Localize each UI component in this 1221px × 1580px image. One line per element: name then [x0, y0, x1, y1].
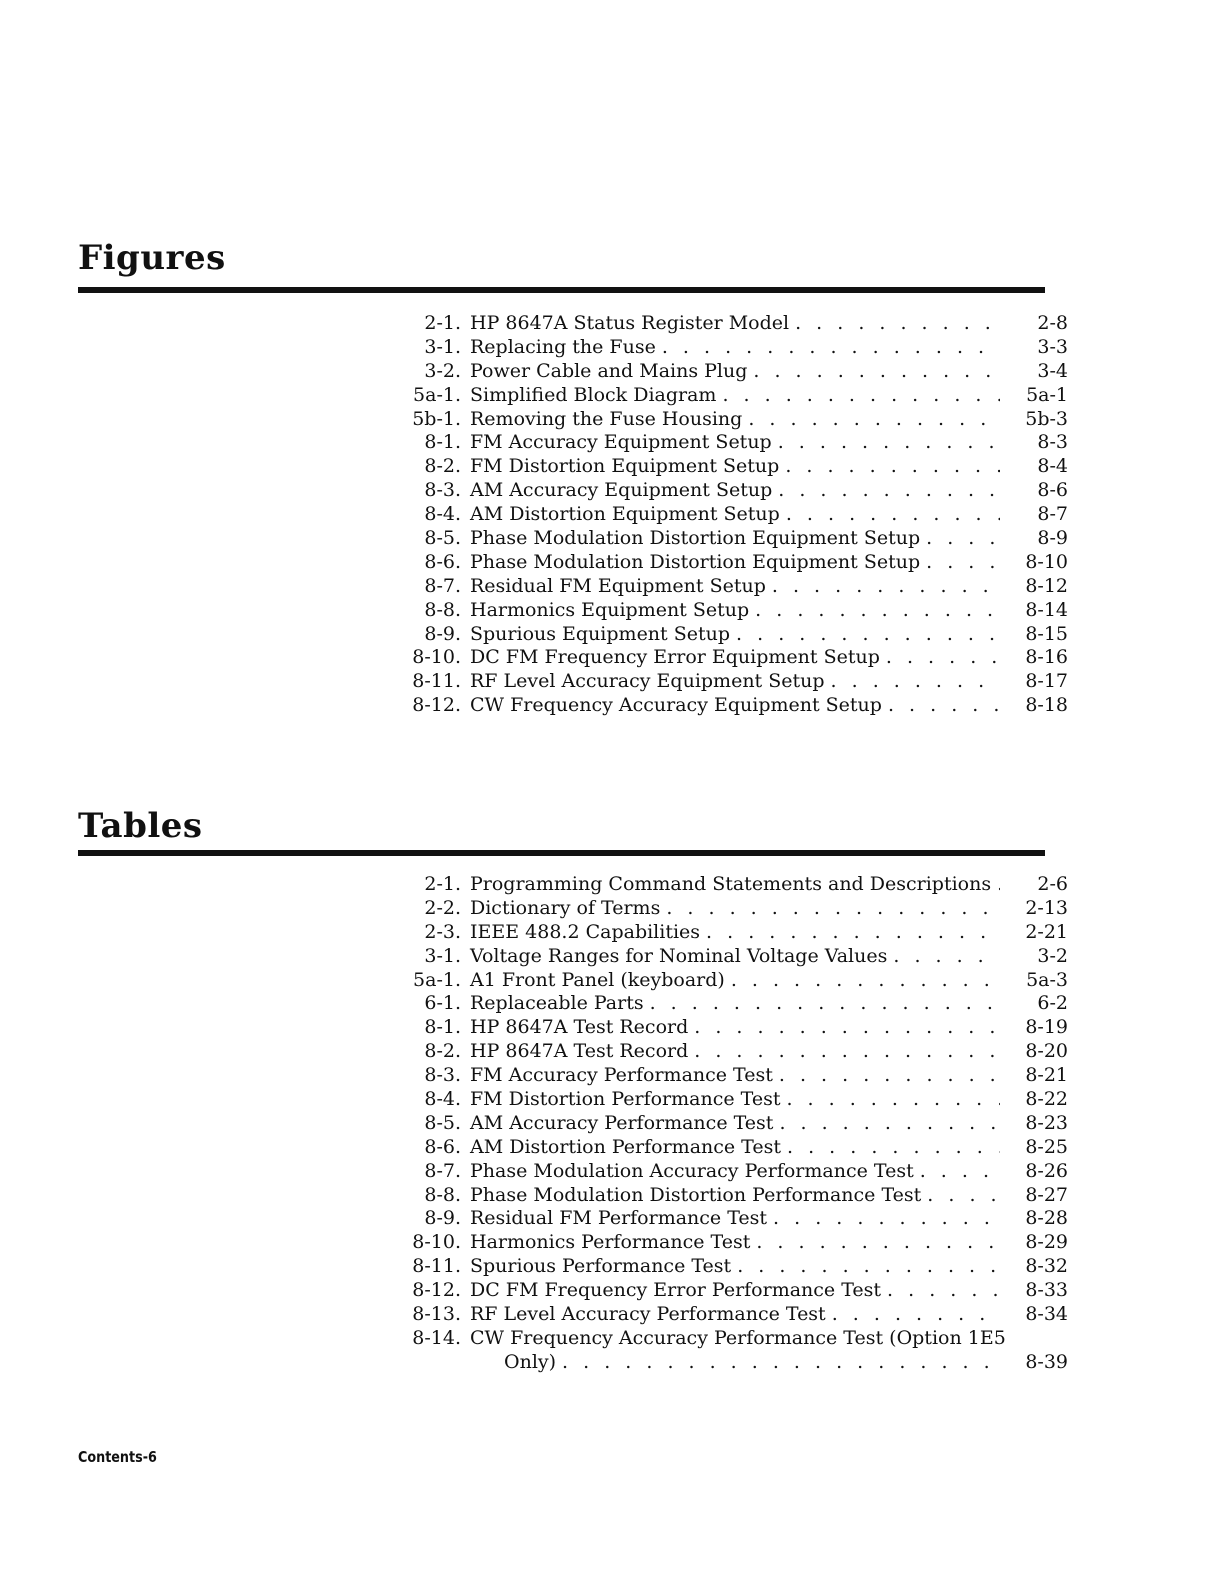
- toc-entry[interactable]: [400, 873, 1068, 897]
- entry-page-number: 8-17: [1025, 670, 1068, 693]
- entry-page-number: 8-34: [1025, 1303, 1068, 1326]
- toc-entry[interactable]: [400, 503, 1068, 527]
- entry-page-number: 3-3: [1037, 335, 1068, 358]
- entry-title: Spurious Performance Test: [470, 1255, 732, 1278]
- entry-page-number: 8-3: [1037, 431, 1068, 454]
- entry-page-number: 8-32: [1025, 1255, 1068, 1278]
- toc-entry[interactable]: [400, 992, 1068, 1016]
- dot-leader: [688, 1016, 1000, 1040]
- entry-page-number: 2-8: [1037, 312, 1068, 334]
- entry-page-number: 8-9: [1037, 527, 1068, 550]
- entry-title: Power Cable and Mains Plug: [470, 359, 748, 382]
- entry-number: 6-1.: [424, 992, 461, 1015]
- entry-number: 8-1.: [424, 431, 461, 454]
- entry-title: Replaceable Parts: [470, 992, 644, 1015]
- toc-entry[interactable]: [400, 1303, 1068, 1327]
- toc-entry[interactable]: [400, 312, 1068, 336]
- entry-title: IEEE 488.2 Capabilities: [470, 920, 701, 943]
- dot-leader: [914, 1160, 1000, 1184]
- entry-title: FM Distortion Equipment Setup: [470, 455, 780, 478]
- entry-title: DC FM Frequency Error Performance Test: [470, 1279, 882, 1302]
- entry-number: 8-8.: [424, 1183, 461, 1206]
- entry-page-number: 6-2: [1037, 992, 1068, 1015]
- entry-title: Spurious Equipment Setup: [470, 622, 731, 645]
- entry-number: 8-12.: [412, 1279, 461, 1302]
- entry-title: FM Accuracy Performance Test: [470, 1064, 773, 1087]
- dot-leader: [716, 384, 1000, 408]
- entry-number: 8-2.: [424, 1040, 461, 1063]
- dot-leader: [725, 969, 1000, 993]
- entry-title: AM Accuracy Performance Test: [470, 1111, 774, 1134]
- entry-page-number: 8-4: [1037, 455, 1068, 478]
- entry-number: 8-8.: [424, 598, 461, 621]
- entry-number: 8-2.: [424, 455, 461, 478]
- entry-title: Simplified Block Diagram: [470, 383, 717, 406]
- entry-number: 8-1.: [424, 1016, 461, 1039]
- entry-title: FM Distortion Performance Test: [470, 1088, 781, 1111]
- entry-title: CW Frequency Accuracy Performance Test (Option 1E5: [470, 1326, 1006, 1349]
- toc-entry[interactable]: [400, 1040, 1068, 1064]
- entry-page-number: 8-10: [1025, 550, 1068, 573]
- entry-number: 5b-1.: [412, 407, 461, 430]
- page-footer: Contents-6: [78, 1448, 157, 1466]
- entry-page-number: 8-29: [1025, 1231, 1068, 1254]
- entry-title: Harmonics Performance Test: [470, 1231, 751, 1254]
- toc-entry[interactable]: [400, 1160, 1068, 1184]
- entry-number: 8-6.: [424, 1135, 461, 1158]
- entry-title: HP 8647A Test Record: [470, 1016, 689, 1039]
- entry-title: Harmonics Equipment Setup: [470, 598, 750, 621]
- dot-leader: [781, 1136, 1000, 1160]
- entry-page-number: 2-13: [1025, 896, 1068, 919]
- entry-title: Residual FM Performance Test: [470, 1207, 768, 1230]
- entry-page-number: 8-20: [1025, 1040, 1068, 1063]
- toc-entry[interactable]: [400, 1064, 1068, 1088]
- figures-heading: Figures: [78, 238, 226, 278]
- entry-title: AM Accuracy Equipment Setup: [470, 479, 773, 502]
- figures-list: [400, 312, 1068, 718]
- toc-entry[interactable]: [400, 384, 1068, 408]
- toc-entry[interactable]: [400, 1207, 1068, 1231]
- entry-number: 8-7.: [424, 574, 461, 597]
- entry-number: 8-14.: [412, 1326, 461, 1349]
- toc-entry[interactable]: [400, 897, 1068, 921]
- entry-number: 2-2.: [424, 896, 461, 919]
- entry-page-number: 5b-3: [1025, 407, 1068, 430]
- toc-entry[interactable]: [400, 1327, 1068, 1351]
- dot-leader: [731, 1255, 1000, 1279]
- entry-page-number: 5a-3: [1026, 968, 1068, 991]
- dot-leader: [660, 897, 1000, 921]
- entry-number: 8-4.: [424, 1088, 461, 1111]
- entry-page-number: 8-14: [1025, 598, 1068, 621]
- dot-leader: [773, 1064, 1000, 1088]
- entry-page-number: 8-26: [1025, 1159, 1068, 1182]
- entry-number: 8-7.: [424, 1159, 461, 1182]
- entry-number: 2-3.: [424, 920, 461, 943]
- entry-title: HP 8647A Test Record: [470, 1040, 689, 1063]
- entry-title: Phase Modulation Distortion Equipment Setup: [470, 527, 921, 550]
- dot-leader: [730, 623, 1000, 647]
- tables-heading: Tables: [78, 806, 203, 846]
- entry-page-number: 8-28: [1025, 1207, 1068, 1230]
- entry-number: 8-9.: [424, 1207, 461, 1230]
- entry-page-number: 8-6: [1037, 479, 1068, 502]
- entry-page-number: 8-39: [1025, 1350, 1068, 1373]
- entry-number: 2-1.: [424, 312, 461, 334]
- toc-entry[interactable]: [400, 945, 1068, 969]
- toc-entry[interactable]: [400, 455, 1068, 479]
- entry-page-number: 8-16: [1025, 646, 1068, 669]
- entry-page-number: 8-25: [1025, 1135, 1068, 1158]
- tables-list: [400, 873, 1068, 1375]
- entry-title: Residual FM Equipment Setup: [470, 574, 766, 597]
- entry-page-number: 8-21: [1025, 1064, 1068, 1087]
- dot-leader: [779, 455, 1000, 479]
- toc-entry[interactable]: [400, 408, 1068, 432]
- toc-entry[interactable]: [400, 1112, 1068, 1136]
- dot-leader: [780, 1088, 1000, 1112]
- toc-entry[interactable]: [400, 599, 1068, 623]
- entry-title-continued: Only): [504, 1350, 557, 1373]
- dot-leader: [700, 921, 1000, 945]
- entry-title: Phase Modulation Distortion Performance Test: [470, 1183, 922, 1206]
- entry-number: 8-10.: [412, 1231, 461, 1254]
- entry-page-number: 5a-1: [1026, 383, 1068, 406]
- entry-title: AM Distortion Performance Test: [470, 1135, 782, 1158]
- entry-number: 3-1.: [424, 335, 461, 358]
- toc-entry[interactable]: [400, 670, 1068, 694]
- entry-number: 8-11.: [412, 1255, 461, 1278]
- entry-page-number: 8-19: [1025, 1016, 1068, 1039]
- toc-entry[interactable]: [400, 551, 1068, 575]
- toc-entry[interactable]: [400, 1088, 1068, 1112]
- figures-rule: [78, 287, 1045, 293]
- entry-title: Voltage Ranges for Nominal Voltage Values: [470, 944, 888, 967]
- dot-leader: [921, 1184, 1000, 1208]
- entry-number: 8-11.: [412, 670, 461, 693]
- toc-entry[interactable]: [400, 694, 1068, 718]
- entry-title: CW Frequency Accuracy Equipment Setup: [470, 694, 882, 717]
- entry-number: 8-3.: [424, 1064, 461, 1087]
- dot-leader: [826, 1303, 1000, 1327]
- entry-page-number: 8-12: [1025, 574, 1068, 597]
- entry-title: Replacing the Fuse: [470, 335, 656, 358]
- entry-page-number: 8-18: [1025, 694, 1068, 717]
- tables-rule: [78, 850, 1045, 856]
- toc-entry[interactable]: [400, 1136, 1068, 1160]
- dot-leader: [556, 1351, 1000, 1375]
- entry-page-number: 8-22: [1025, 1088, 1068, 1111]
- toc-entry[interactable]: [400, 575, 1068, 599]
- entry-page-number: 3-2: [1037, 944, 1068, 967]
- toc-entry[interactable]: [400, 360, 1068, 384]
- entry-number: 8-9.: [424, 622, 461, 645]
- entry-page-number: 8-27: [1025, 1183, 1068, 1206]
- dot-leader: [920, 551, 1000, 575]
- entry-page-number: 3-4: [1037, 359, 1068, 382]
- dot-leader: [887, 945, 1000, 969]
- entry-number: 8-13.: [412, 1303, 461, 1326]
- entry-number: 2-1.: [424, 873, 461, 895]
- toc-entry[interactable]: [400, 969, 1068, 993]
- toc-entry[interactable]: [400, 527, 1068, 551]
- toc-entry[interactable]: [400, 1255, 1068, 1279]
- entry-page-number: 8-15: [1025, 622, 1068, 645]
- dot-leader: [825, 670, 1000, 694]
- dot-leader: [656, 336, 1000, 360]
- dot-leader: [772, 479, 1000, 503]
- dot-leader: [789, 312, 1000, 336]
- entry-number: 5a-1.: [413, 968, 461, 991]
- entry-title: Phase Modulation Distortion Equipment Setup: [470, 550, 921, 573]
- toc-entry[interactable]: [400, 336, 1068, 360]
- dot-leader: [742, 408, 1000, 432]
- entry-number: 3-2.: [424, 359, 461, 382]
- dot-leader: [882, 694, 1000, 718]
- dot-leader: [749, 599, 1000, 623]
- dot-leader: [750, 1231, 1000, 1255]
- toc-entry[interactable]: [400, 1279, 1068, 1303]
- entry-number: 8-3.: [424, 479, 461, 502]
- entry-title: Phase Modulation Accuracy Performance Test: [470, 1159, 914, 1182]
- entry-number: 8-5.: [424, 1111, 461, 1134]
- entry-page-number: 8-7: [1037, 503, 1068, 526]
- toc-entry[interactable]: [400, 1231, 1068, 1255]
- dot-leader: [644, 992, 1000, 1016]
- toc-entry[interactable]: [400, 646, 1068, 670]
- toc-entry-continuation[interactable]: [400, 1351, 1068, 1375]
- dot-leader: [772, 431, 1000, 455]
- entry-title: DC FM Frequency Error Equipment Setup: [470, 646, 880, 669]
- dot-leader: [991, 873, 1000, 897]
- dot-leader: [688, 1040, 1000, 1064]
- toc-entry[interactable]: [400, 1016, 1068, 1040]
- dot-leader: [880, 646, 1000, 670]
- entry-page-number: 8-33: [1025, 1279, 1068, 1302]
- entry-title: HP 8647A Status Register Model: [470, 312, 790, 334]
- dot-leader: [773, 1112, 1000, 1136]
- entry-title: AM Distortion Equipment Setup: [470, 503, 780, 526]
- entry-title: Programming Command Statements and Descriptions: [470, 873, 992, 895]
- entry-title: FM Accuracy Equipment Setup: [470, 431, 772, 454]
- entry-number: 8-10.: [412, 646, 461, 669]
- toc-entry[interactable]: [400, 431, 1068, 455]
- entry-number: 3-1.: [424, 944, 461, 967]
- entry-title: A1 Front Panel (keyboard): [470, 968, 725, 991]
- entry-title: RF Level Accuracy Performance Test: [470, 1303, 826, 1326]
- entry-page-number: 2-21: [1025, 920, 1068, 943]
- toc-entry[interactable]: [400, 623, 1068, 647]
- entry-number: 5a-1.: [413, 383, 461, 406]
- entry-title: Removing the Fuse Housing: [470, 407, 743, 430]
- toc-entry[interactable]: [400, 479, 1068, 503]
- entry-page-number: 2-6: [1037, 873, 1068, 895]
- entry-title: Dictionary of Terms: [470, 896, 661, 919]
- dot-leader: [780, 503, 1000, 527]
- dot-leader: [747, 360, 1000, 384]
- toc-entry[interactable]: [400, 921, 1068, 945]
- toc-entry[interactable]: [400, 1184, 1068, 1208]
- entry-number: 8-4.: [424, 503, 461, 526]
- entry-number: 8-6.: [424, 550, 461, 573]
- dot-leader: [881, 1279, 1000, 1303]
- entry-number: 8-12.: [412, 694, 461, 717]
- entry-page-number: 8-23: [1025, 1111, 1068, 1134]
- dot-leader: [920, 527, 1000, 551]
- entry-title: RF Level Accuracy Equipment Setup: [470, 670, 825, 693]
- dot-leader: [766, 575, 1000, 599]
- entry-number: 8-5.: [424, 527, 461, 550]
- dot-leader: [767, 1207, 1000, 1231]
